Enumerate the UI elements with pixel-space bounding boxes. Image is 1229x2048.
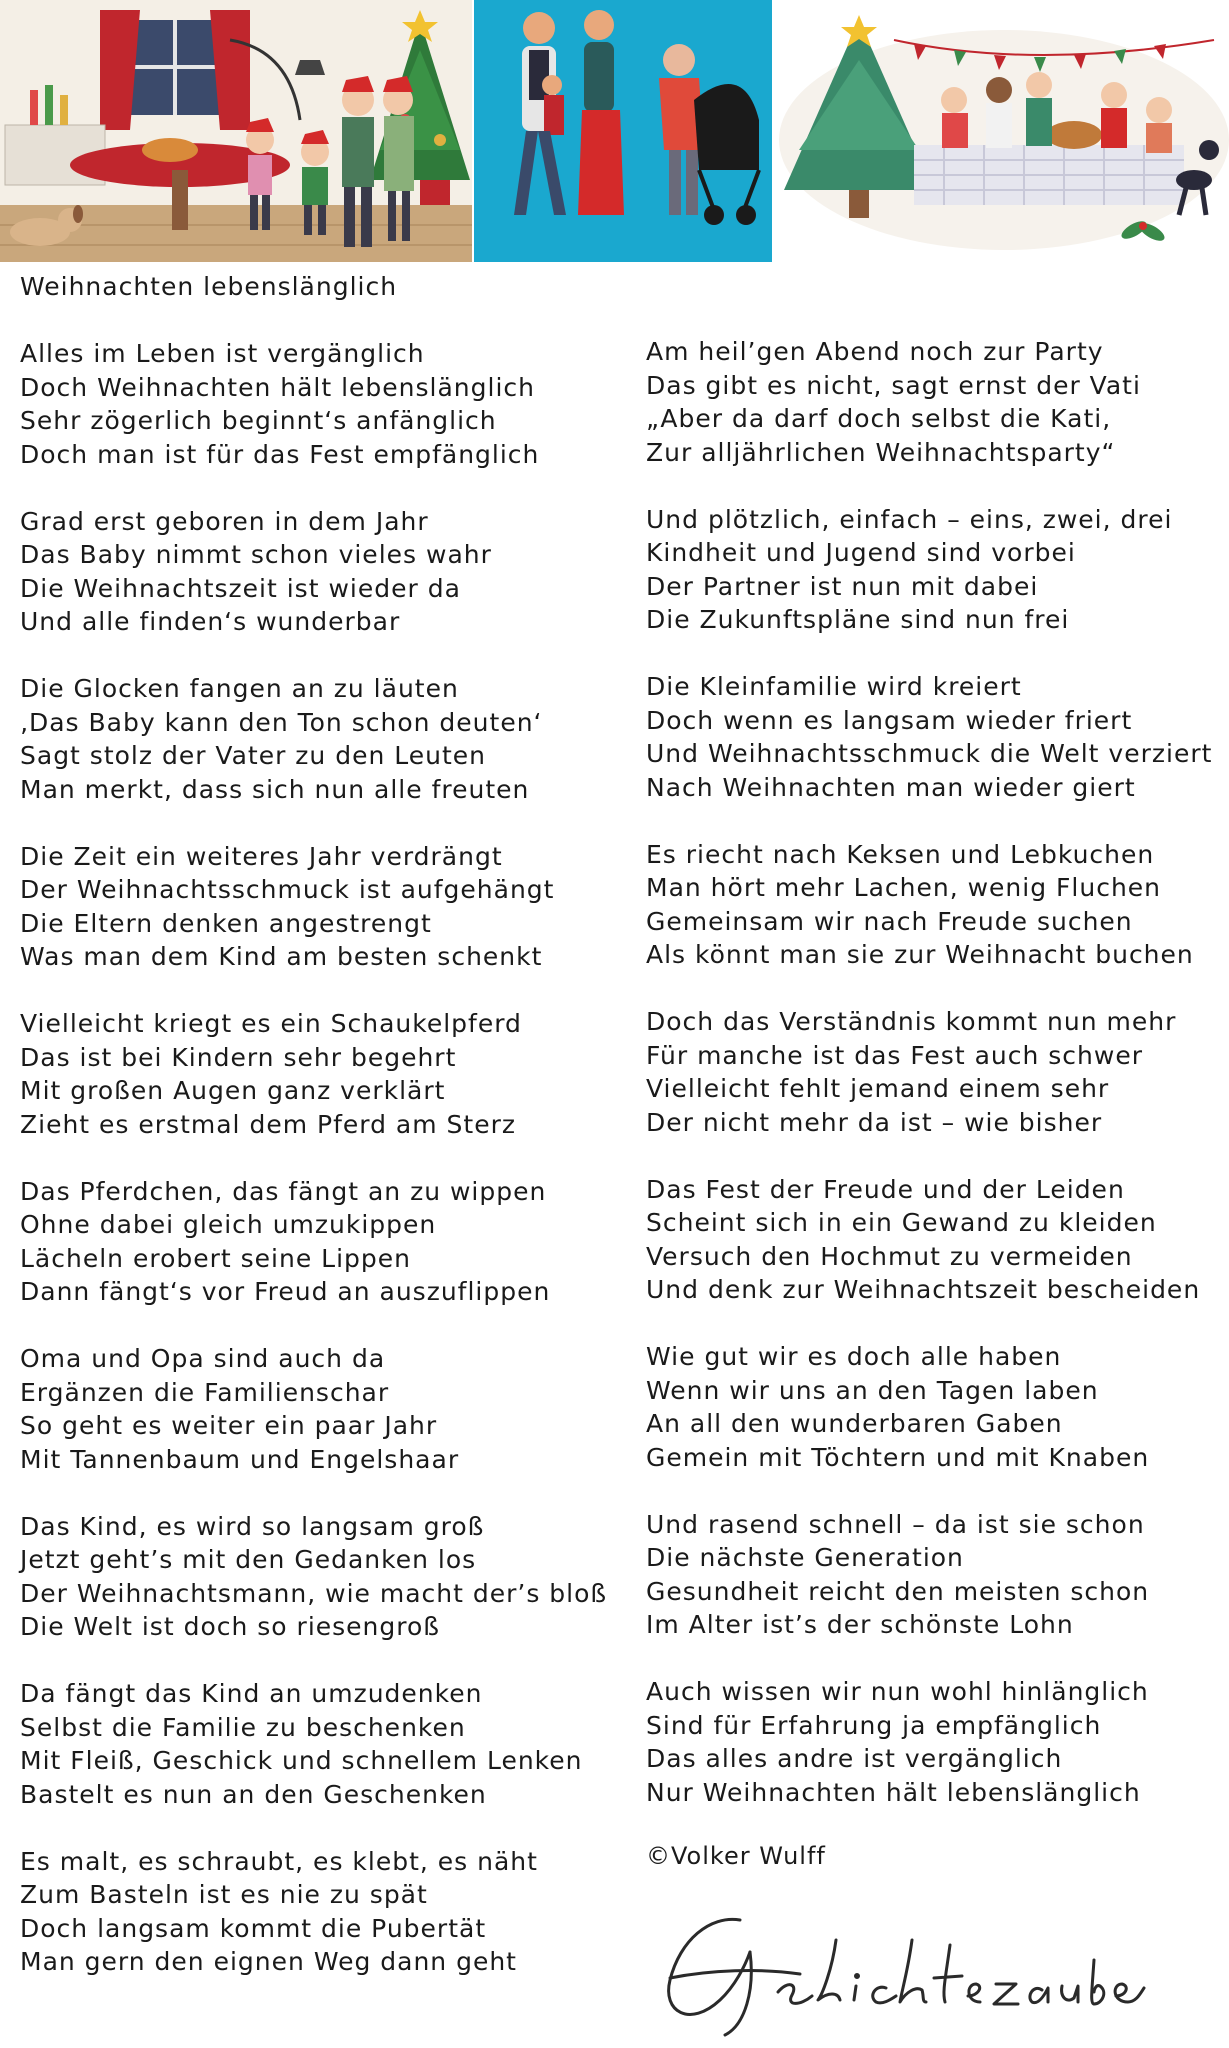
stanza [646, 1508, 1149, 1642]
three-generations-illustration [474, 0, 772, 262]
poem-line: Doch langsam kommt die Pubertät [20, 1913, 487, 1943]
stanza [20, 1845, 538, 1979]
poem-line: An all den wunderbaren Gaben [646, 1409, 1063, 1438]
poem-line: Sehr zögerlich beginnt‘s anfänglich [20, 406, 497, 435]
poem-line: Was man dem Kind am besten schenkt [20, 942, 543, 971]
poem-line: Man hört mehr Lachen, wenig Fluchen [646, 873, 1162, 902]
poem-line: Da fängt das Kind an umzudenken [20, 1679, 483, 1708]
poem-line: Kindheit und Jugend sind vorbei [646, 538, 1076, 567]
poem-line: Das ist bei Kindern sehr begehrt [20, 1042, 457, 1072]
stanza [646, 838, 1194, 972]
poem-line: Sind für Erfahrung ja empfänglich [646, 1710, 1102, 1740]
poem-line: Wie gut wir es doch alle haben [646, 1342, 1062, 1371]
poem-line: Der Partner ist nun mit dabei [646, 571, 1039, 601]
poem-line: „Aber da darf doch selbst die Kati, [646, 404, 1112, 433]
copyright-credit: ©Volker Wulff [646, 1842, 826, 1870]
poem-line: Mit Tannenbaum und Engelshaar [20, 1444, 460, 1474]
poem-title: Weihnachten lebenslänglich [20, 272, 398, 301]
christmas-party-table-illustration [774, 0, 1229, 262]
poem-line: Als könnt man sie zur Weihnacht buchen [646, 940, 1194, 969]
poem-line: Auch wissen wir nun wohl hinlänglich [646, 1677, 1149, 1706]
stanza [20, 1677, 583, 1811]
poem-line: ‚Das Baby kann den Ton schon deuten‘ [20, 707, 543, 737]
poem-line: Und Weihnachtsschmuck die Welt verziert [646, 739, 1213, 768]
poem-line: Scheint sich in ein Gewand zu kleiden [646, 1208, 1157, 1237]
stanza [20, 672, 543, 806]
poem-line: Nach Weihnachten man wieder giert [646, 772, 1136, 802]
poem-line: Doch das Verständnis kommt nun mehr [646, 1007, 1177, 1036]
poem-line: So geht es weiter ein paar Jahr [20, 1411, 438, 1440]
poem-line: Die nächste Generation [646, 1543, 964, 1572]
poem-line: Im Alter ist’s der schönste Lohn [646, 1610, 1074, 1639]
poem-line: Das Kind, es wird so langsam groß [20, 1511, 485, 1541]
poem-line: Zum Basteln ist es nie zu spät [20, 1880, 428, 1909]
poem-line: Gesundheit reicht den meisten schon [646, 1576, 1150, 1606]
poem-line: Es riecht nach Keksen und Lebkuchen [646, 839, 1155, 869]
poem-line: Gemeinsam wir nach Freude suchen [646, 906, 1133, 936]
poem-line: Das Fest der Freude und der Leiden [646, 1174, 1125, 1204]
poem-line: Am heil’gen Abend noch zur Party [646, 337, 1104, 366]
stanza [646, 1005, 1176, 1139]
stanza [20, 1510, 607, 1644]
poem-line: Vielleicht kriegt es ein Schaukelpferd [20, 1009, 522, 1038]
stanza [646, 1340, 1149, 1474]
poem-line: Der Weihnachtsschmuck ist aufgehängt [20, 875, 555, 904]
stanza [20, 505, 492, 639]
poem-line: Das Baby nimmt schon vieles wahr [20, 540, 492, 569]
poem-line: Doch wenn es langsam wieder friert [646, 705, 1133, 735]
poem-line: Und rasend schnell – da ist sie schon [646, 1509, 1145, 1539]
poem-line: Das Pferdchen, das fängt an zu wippen [20, 1176, 547, 1206]
poem-line: Selbst die Familie zu beschenken [20, 1712, 466, 1742]
poem-line: Der nicht mehr da ist – wie bisher [646, 1107, 1103, 1137]
poem-line: Die Welt ist doch so riesengroß [20, 1612, 441, 1641]
poem-line: Man gern den eignen Weg dann geht [20, 1947, 517, 1976]
stanza [20, 840, 554, 974]
poem-line: Mit Fleiß, Geschick und schnellem Lenken [20, 1746, 583, 1775]
poem-line: Und denk zur Weihnachtszeit bescheiden [646, 1275, 1201, 1304]
poem-line: Das gibt es nicht, sagt ernst der Vati [646, 370, 1141, 400]
poem-line: Und plötzlich, einfach – eins, zwei, drei [646, 504, 1173, 534]
poem-line: Versuch den Hochmut zu vermeiden [646, 1241, 1133, 1271]
poem-line: Oma und Opa sind auch da [20, 1344, 386, 1373]
stanza [646, 503, 1172, 637]
poem-line: Grad erst geboren in dem Jahr [20, 506, 429, 536]
poem-line: Wenn wir uns an den Tagen laben [646, 1375, 1099, 1405]
poem-line: Lächeln erobert seine Lippen [20, 1243, 412, 1273]
poem-line: Zur alljährlichen Weihnachtsparty“ [646, 437, 1116, 467]
poem-line: Für manche ist das Fest auch schwer [646, 1040, 1143, 1070]
poem-line: Doch man ist für das Fest empfänglich [20, 439, 540, 469]
stanza [646, 1173, 1200, 1307]
poem-line: Die Kleinfamilie wird kreiert [646, 672, 1022, 701]
poem-line: Bastelt es nun an den Geschenken [20, 1779, 487, 1809]
poem-line: Jetzt geht’s mit den Gedanken los [20, 1545, 477, 1574]
stanza [646, 335, 1141, 469]
poem-line: Der Weihnachtsmann, wie macht der’s bloß [20, 1578, 608, 1608]
poem-line: Es malt, es schraubt, es klebt, es näht [20, 1846, 538, 1876]
stanza [20, 1342, 459, 1476]
poem-line: Die Zukunftspläne sind nun frei [646, 605, 1070, 634]
poem-line: Gemein mit Töchtern und mit Knaben [646, 1442, 1150, 1472]
christmas-family-room-illustration [0, 0, 472, 262]
poem-line: Die Glocken fangen an zu läuten [20, 674, 459, 703]
poem-line: Dann fängt‘s vor Freud an auszuflippen [20, 1277, 551, 1306]
stanza [20, 337, 539, 471]
poem-line: Mit großen Augen ganz verklärt [20, 1076, 446, 1105]
poem-line: Doch Weihnachten hält lebenslänglich [20, 372, 536, 402]
stanza [20, 1007, 522, 1141]
poem-line: Das alles andre ist vergänglich [646, 1744, 1063, 1773]
poem-line: Die Zeit ein weiteres Jahr verdrängt [20, 841, 503, 871]
stanza [646, 670, 1212, 804]
stanza [20, 1175, 550, 1309]
stanza [646, 1675, 1149, 1809]
poem-line: Nur Weihnachten hält lebenslänglich [646, 1777, 1141, 1807]
gedichtezauber-signature-logo [650, 1900, 1150, 2040]
poem-line: Alles im Leben ist vergänglich [20, 339, 425, 368]
poem-line: Die Eltern denken angestrengt [20, 908, 432, 938]
poem-line: Man merkt, dass sich nun alle freuten [20, 774, 530, 804]
poem-line: Und alle finden‘s wunderbar [20, 607, 401, 636]
poem-line: Zieht es erstmal dem Pferd am Sterz [20, 1109, 516, 1139]
poem-line: Sagt stolz der Vater zu den Leuten [20, 741, 487, 770]
poem-line: Ergänzen die Familienschar [20, 1377, 390, 1407]
poem-line: Ohne dabei gleich umzukippen [20, 1210, 437, 1239]
poem-line: Vielleicht fehlt jemand einem sehr [646, 1074, 1110, 1103]
header-illustrations [0, 0, 1229, 262]
poem-line: Die Weihnachtszeit ist wieder da [20, 573, 461, 603]
